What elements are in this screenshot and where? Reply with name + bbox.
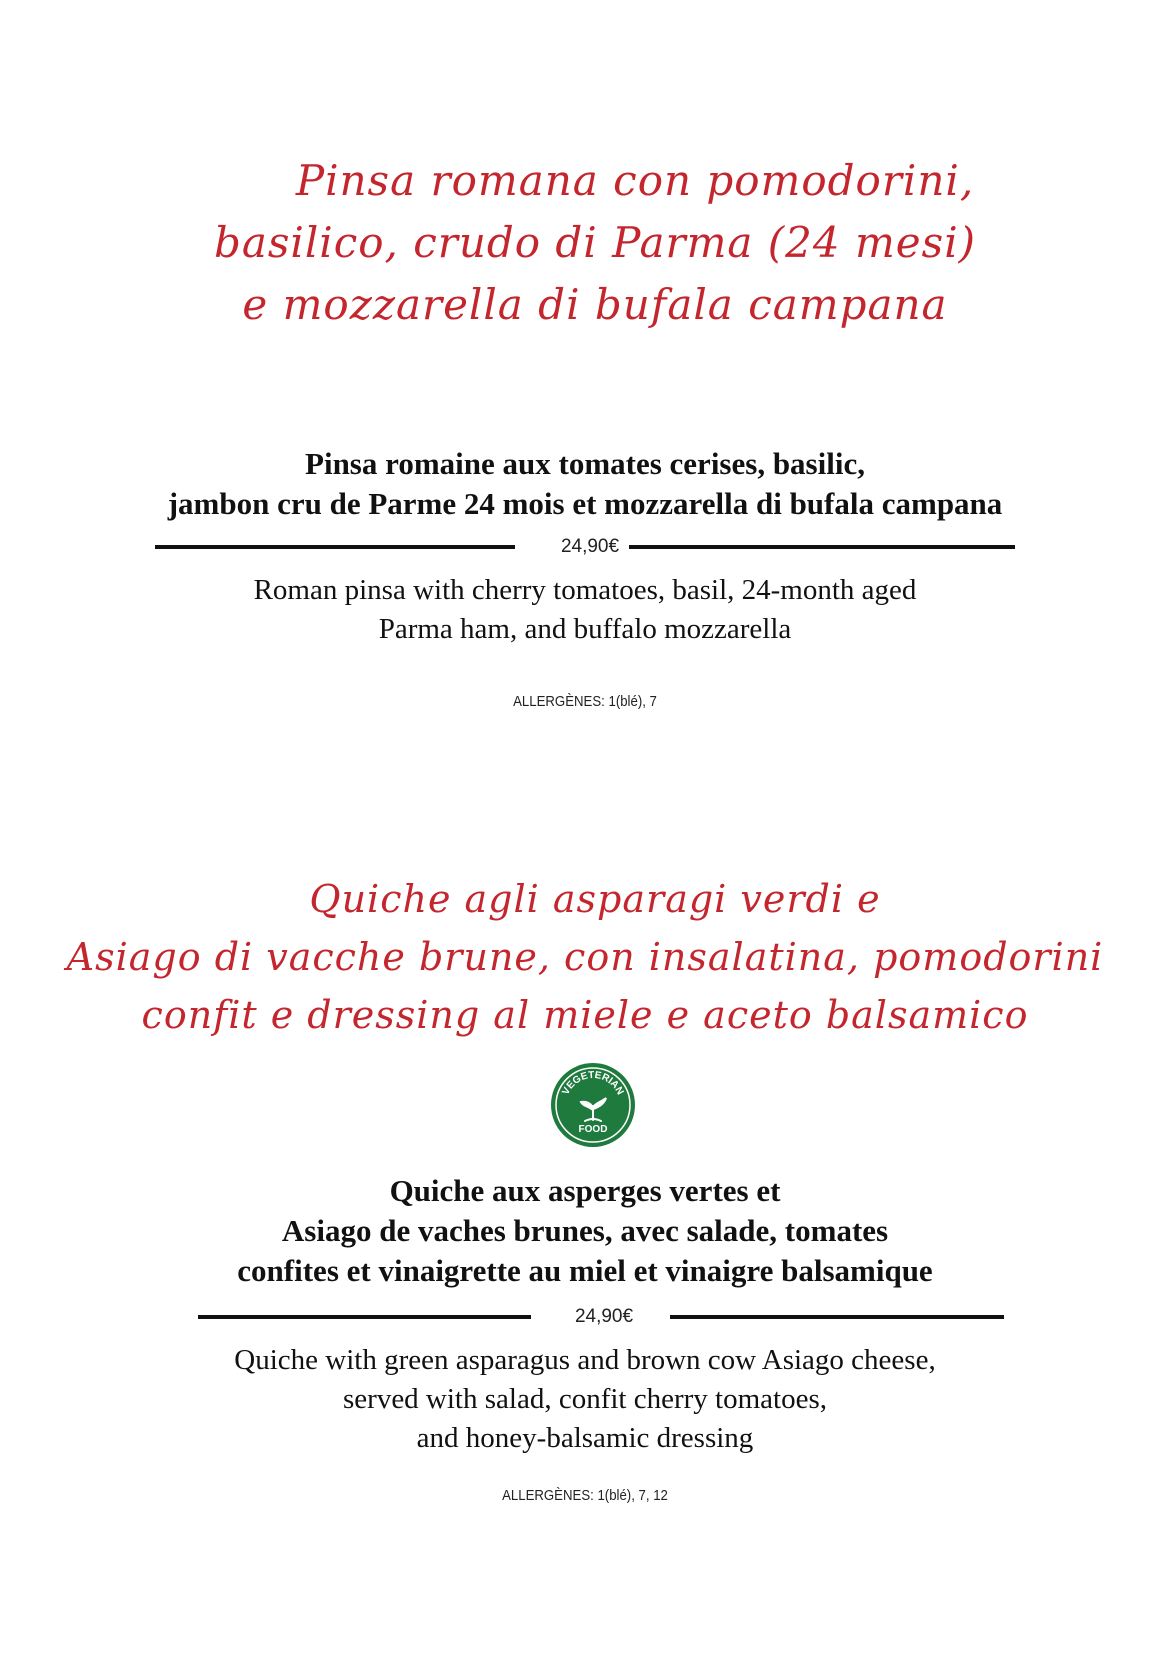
italian-title-line: Quiche agli asparagi verdi e (309, 877, 881, 921)
price-rule-right (670, 1315, 1004, 1319)
price-rule-left (198, 1315, 531, 1319)
badge-bottom-text: FOOD (578, 1124, 608, 1135)
menu-item-2-allergens: ALLERGÈNES: 1(blé), 7, 12 (502, 1487, 668, 1504)
english-description-line: served with salad, confit cherry tomatoes, (343, 1383, 827, 1415)
italian-title-line: Pinsa romana con pomodorini, (295, 156, 975, 205)
french-title-line: jambon cru de Parme 24 mois et mozzarella di bufala campana (167, 486, 1003, 521)
menu-item-2-price: 24,90€ (574, 1306, 634, 1327)
menu-item-1-allergens: ALLERGÈNES: 1(blé), 7 (513, 693, 657, 710)
price-rule-right (629, 545, 1015, 549)
menu-item-1-english-description (0, 571, 1170, 649)
menu-item-2-italian-title (0, 870, 1170, 1044)
french-title-line: Pinsa romaine aux tomates cerises, basilic, (305, 446, 865, 481)
french-title-line: Quiche aux asperges vertes et (389, 1173, 781, 1208)
menu-item-1-price-row (155, 532, 1015, 562)
french-title-line: Asiago de vaches brunes, avec salade, tomates (281, 1213, 889, 1248)
menu-item-1-italian-title (0, 150, 1170, 336)
menu-item-2-english-description (0, 1341, 1170, 1458)
menu-item-2-french-title (0, 1171, 1170, 1291)
english-description-line: Quiche with green asparagus and brown cow Asiago cheese, (234, 1344, 936, 1376)
price-rule-left (155, 545, 515, 549)
menu-item-1-price: 24,90€ (560, 536, 620, 557)
italian-title-line: e mozzarella di bufala campana (242, 280, 948, 329)
menu-item-1-french-title (0, 444, 1170, 524)
menu-item-2-price-row (198, 1302, 1004, 1332)
vegetarian-badge-graphic (550, 1062, 636, 1148)
english-description-line: and honey-balsamic dressing (416, 1422, 754, 1454)
vegetarian-food-badge (550, 1062, 636, 1148)
italian-title-line: basilico, crudo di Parma (24 mesi) (213, 218, 977, 267)
italian-title-line: Asiago di vacche brune, con insalatina, pomodorini (66, 935, 1104, 979)
italian-title-line: confit e dressing al miele e aceto balsamico (141, 993, 1029, 1037)
french-title-line: confites et vinaigrette au miel et vinaigre balsamique (237, 1253, 933, 1288)
english-description-line: Parma ham, and buffalo mozzarella (378, 613, 792, 645)
english-description-line: Roman pinsa with cherry tomatoes, basil, 24-month aged (253, 574, 917, 606)
badge-top-text: VEGETERIAN (560, 1069, 626, 1097)
